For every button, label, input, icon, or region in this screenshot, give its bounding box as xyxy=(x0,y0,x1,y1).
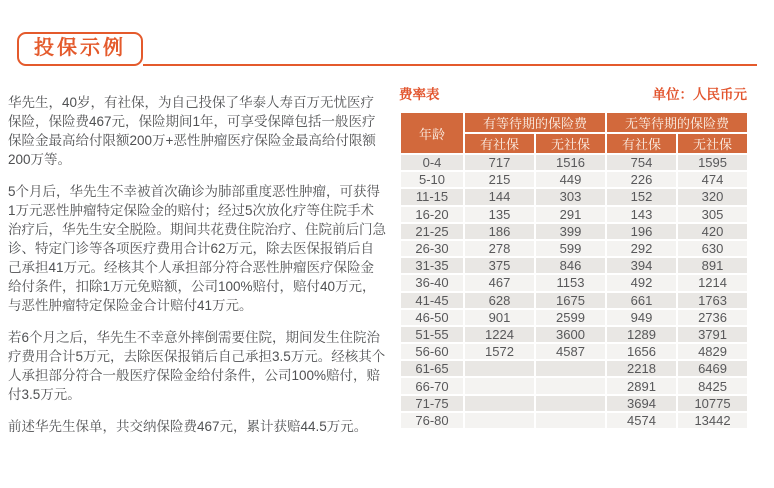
col-header-group-without-waiting: 无等待期的保险费 xyxy=(606,112,748,133)
premium-cell: 215 xyxy=(464,171,535,188)
premium-cell: 2891 xyxy=(606,377,677,394)
premium-cell: 305 xyxy=(677,206,748,223)
table-row xyxy=(400,257,748,274)
age-cell: 41-45 xyxy=(400,292,464,309)
age-cell: 76-80 xyxy=(400,412,464,429)
premium-cell: 4574 xyxy=(606,412,677,429)
section-title-rule xyxy=(143,64,757,66)
col-header-age: 年龄 xyxy=(400,112,464,154)
age-cell: 66-70 xyxy=(400,377,464,394)
table-row xyxy=(400,154,748,171)
premium-cell: 2736 xyxy=(677,309,748,326)
case-description xyxy=(8,83,386,436)
age-cell: 21-25 xyxy=(400,223,464,240)
premium-cell xyxy=(535,360,606,377)
premium-cell: 467 xyxy=(464,274,535,291)
col-header-without-social-1: 无社保 xyxy=(535,133,606,154)
section-header xyxy=(17,32,757,66)
case-paragraph-cancer-claim: 5个月后，华先生不幸被首次确诊为肺部重度恶性肿瘤，可获得1万元恶性肿瘤特定保险金的赔付；经过5次放化疗等住院手术治疗后，华先生安全脱险。期间共花费住院治疗、住院前后门急诊、特定门诊等各项医疗费用合计62万元，除去医保报销后自己承担41万元。经核其个人承担部分符合恶性肿瘤医疗保险金给付条件，扣除1万元免赔额，公司100%赔付，赔付40万元，与恶性肿瘤特定保险金合计赔付41万元。 xyxy=(8,184,386,313)
premium-cell: 717 xyxy=(464,154,535,171)
age-cell: 71-75 xyxy=(400,395,464,412)
rate-table-caption: 费率表 xyxy=(399,87,440,102)
premium-cell: 394 xyxy=(606,257,677,274)
age-cell: 26-30 xyxy=(400,240,464,257)
premium-cell: 292 xyxy=(606,240,677,257)
premium-cell: 135 xyxy=(464,206,535,223)
rate-table-head xyxy=(400,112,748,154)
premium-cell: 449 xyxy=(535,171,606,188)
table-row xyxy=(400,171,748,188)
age-cell: 11-15 xyxy=(400,188,464,205)
premium-cell xyxy=(464,412,535,429)
premium-cell: 3600 xyxy=(535,326,606,343)
premium-cell: 13442 xyxy=(677,412,748,429)
premium-cell: 152 xyxy=(606,188,677,205)
premium-cell: 143 xyxy=(606,206,677,223)
table-row xyxy=(400,377,748,394)
table-row xyxy=(400,326,748,343)
premium-cell: 10775 xyxy=(677,395,748,412)
table-row xyxy=(400,206,748,223)
age-cell: 5-10 xyxy=(400,171,464,188)
table-row xyxy=(400,188,748,205)
table-row xyxy=(400,292,748,309)
premium-cell: 754 xyxy=(606,154,677,171)
table-row xyxy=(400,395,748,412)
table-row xyxy=(400,309,748,326)
premium-cell: 1289 xyxy=(606,326,677,343)
table-row xyxy=(400,412,748,429)
section-title: 投保示例 xyxy=(34,37,126,59)
premium-cell xyxy=(464,360,535,377)
premium-cell: 303 xyxy=(535,188,606,205)
premium-cell xyxy=(535,412,606,429)
rate-table-unit-label: 单位：人民币元 xyxy=(652,87,747,102)
content xyxy=(0,83,774,436)
premium-cell: 1153 xyxy=(535,274,606,291)
premium-cell: 6469 xyxy=(677,360,748,377)
premium-cell: 8425 xyxy=(677,377,748,394)
age-cell: 51-55 xyxy=(400,326,464,343)
premium-cell: 226 xyxy=(606,171,677,188)
header-row-groups xyxy=(400,112,748,133)
premium-cell: 375 xyxy=(464,257,535,274)
premium-cell: 1656 xyxy=(606,343,677,360)
premium-cell xyxy=(464,395,535,412)
premium-cell: 1595 xyxy=(677,154,748,171)
premium-cell: 420 xyxy=(677,223,748,240)
premium-cell: 4587 xyxy=(535,343,606,360)
premium-cell: 2218 xyxy=(606,360,677,377)
premium-cell: 144 xyxy=(464,188,535,205)
table-row xyxy=(400,240,748,257)
case-paragraph-summary: 前述华先生保单，共交纳保险费467元，累计获赔44.5万元。 xyxy=(8,419,368,434)
premium-cell: 278 xyxy=(464,240,535,257)
premium-cell: 630 xyxy=(677,240,748,257)
premium-cell: 186 xyxy=(464,223,535,240)
premium-cell: 1763 xyxy=(677,292,748,309)
premium-cell xyxy=(535,377,606,394)
col-header-without-social-2: 无社保 xyxy=(677,133,748,154)
premium-cell: 320 xyxy=(677,188,748,205)
premium-cell: 3694 xyxy=(606,395,677,412)
premium-cell: 3791 xyxy=(677,326,748,343)
premium-cell xyxy=(464,377,535,394)
age-cell: 56-60 xyxy=(400,343,464,360)
rate-table xyxy=(399,111,749,430)
table-row xyxy=(400,274,748,291)
premium-cell: 901 xyxy=(464,309,535,326)
premium-cell: 1224 xyxy=(464,326,535,343)
premium-cell: 1572 xyxy=(464,343,535,360)
table-row xyxy=(400,223,748,240)
rate-table-body xyxy=(400,154,748,429)
premium-cell: 474 xyxy=(677,171,748,188)
age-cell: 31-35 xyxy=(400,257,464,274)
premium-cell: 628 xyxy=(464,292,535,309)
rate-table-caption-row xyxy=(399,83,747,103)
premium-cell: 661 xyxy=(606,292,677,309)
age-cell: 16-20 xyxy=(400,206,464,223)
section-title-tab xyxy=(17,32,143,66)
rate-table-panel xyxy=(399,83,747,430)
premium-cell: 291 xyxy=(535,206,606,223)
premium-cell: 1214 xyxy=(677,274,748,291)
premium-cell: 492 xyxy=(606,274,677,291)
age-cell: 0-4 xyxy=(400,154,464,171)
premium-cell: 1516 xyxy=(535,154,606,171)
premium-cell: 2599 xyxy=(535,309,606,326)
case-paragraph-accident-claim: 若6个月之后，华先生不幸意外摔倒需要住院，期间发生住院治疗费用合计5万元，去除医保报销后自己承担3.5万元。经核其个人承担部分符合一般医疗保险金给付条件，公司100%赔付，赔付3.5万元。 xyxy=(8,330,386,402)
table-row xyxy=(400,343,748,360)
premium-cell: 4829 xyxy=(677,343,748,360)
premium-cell: 949 xyxy=(606,309,677,326)
col-header-with-social-1: 有社保 xyxy=(464,133,535,154)
premium-cell: 599 xyxy=(535,240,606,257)
brochure-page xyxy=(0,32,774,488)
premium-cell xyxy=(535,395,606,412)
case-paragraph-policy: 华先生，40岁，有社保，为自己投保了华泰人寿百万无忧医疗保险，保险费467元，保险期间1年，可享受保障包括一般医疗保险金最高给付限额200万+恶性肿瘤医疗保险金最高给付限额200万等。 xyxy=(8,95,376,167)
premium-cell: 891 xyxy=(677,257,748,274)
premium-cell: 399 xyxy=(535,223,606,240)
table-row xyxy=(400,360,748,377)
age-cell: 61-65 xyxy=(400,360,464,377)
premium-cell: 846 xyxy=(535,257,606,274)
age-cell: 46-50 xyxy=(400,309,464,326)
premium-cell: 1675 xyxy=(535,292,606,309)
age-cell: 36-40 xyxy=(400,274,464,291)
col-header-with-social-2: 有社保 xyxy=(606,133,677,154)
premium-cell: 196 xyxy=(606,223,677,240)
col-header-group-with-waiting: 有等待期的保险费 xyxy=(464,112,606,133)
